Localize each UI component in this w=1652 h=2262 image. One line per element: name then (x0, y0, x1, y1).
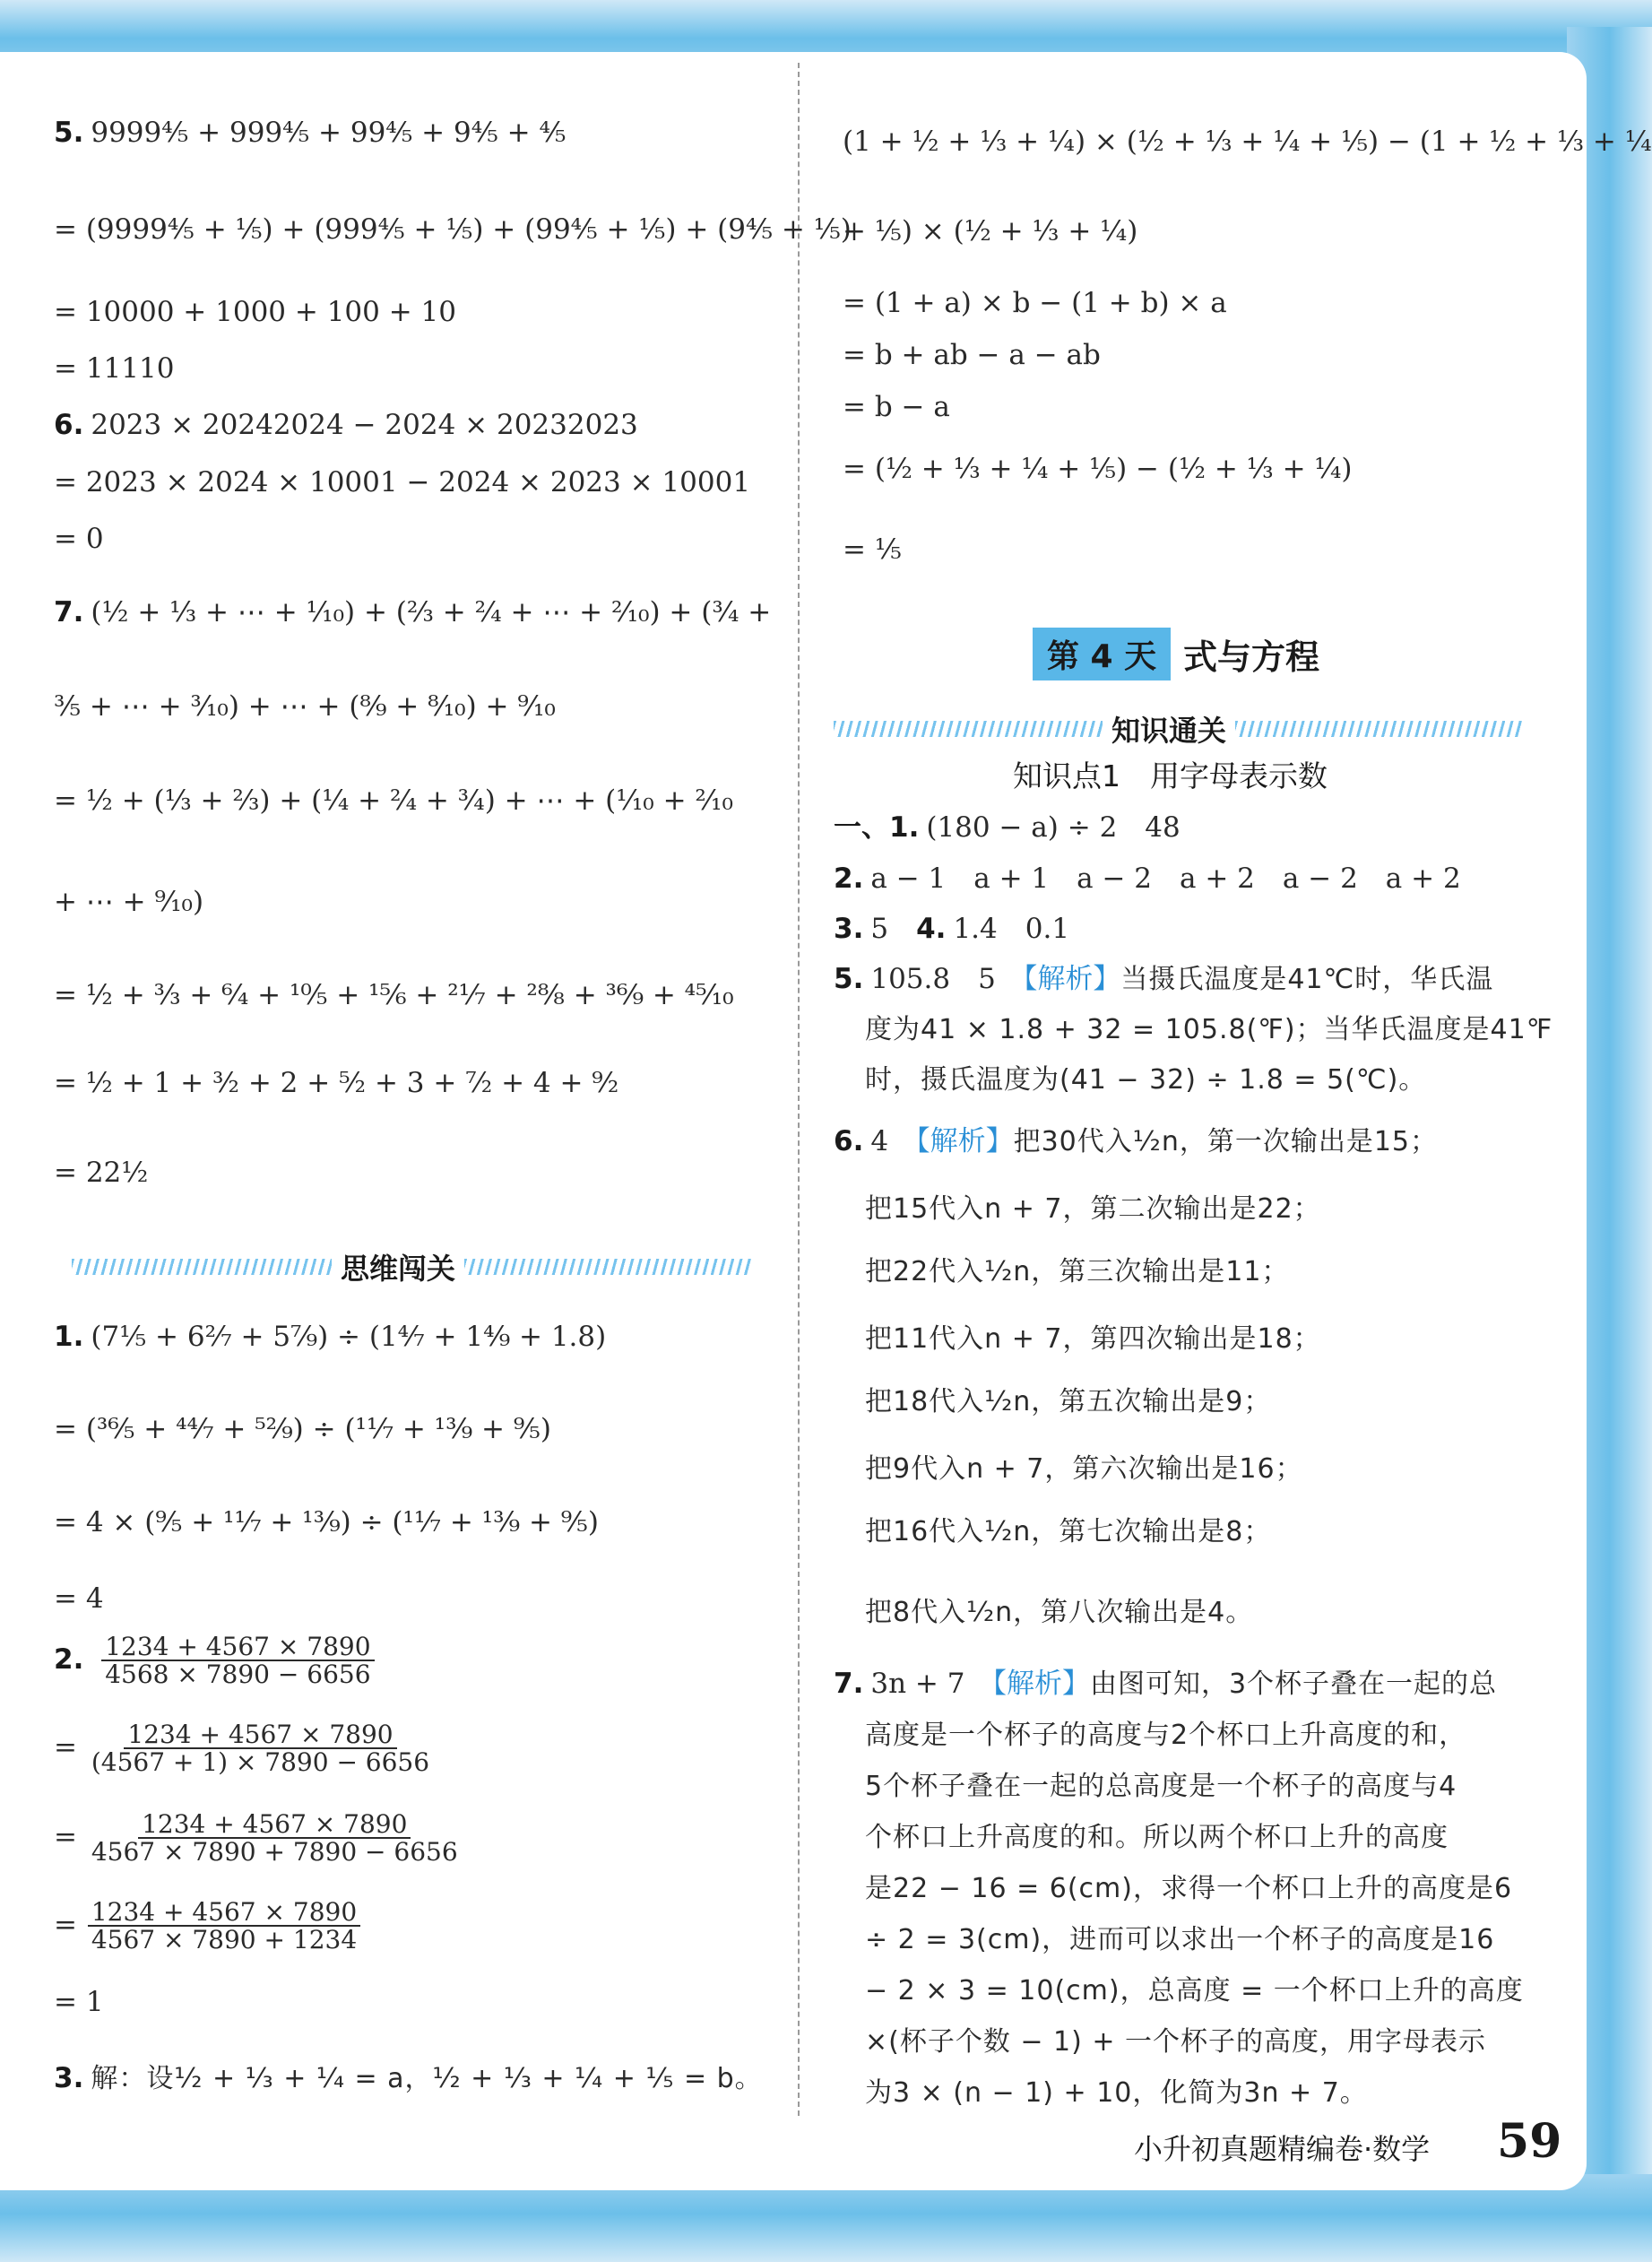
fraction: $\frac{1234 + 4567 \times 7890}{4567 \times 7890 + 7890 - 6656}$ (91, 1809, 458, 1868)
s2-line-4: = $\frac{1234 + 4567 \times 7890}{4567 \times 7890 + 1234}$ (54, 1899, 362, 1954)
a7-line-9: 为3 × (n − 1) + 10，化简为3n + 7。 (865, 2077, 1368, 2109)
q5-line-3: = 10000 + 1000 + 100 + 10 (54, 296, 457, 328)
knowledge-point-title: 知识点1 用字母表示数 (1013, 758, 1328, 793)
r-line-4: = b + ab − a − ab (843, 339, 1101, 371)
stripe-decoration (834, 721, 1103, 737)
stripe-decoration (72, 1259, 332, 1275)
s2-line-2: = $\frac{1234 + 4567 \times 7890}{(4567 + 1) \times 7890 - 6656}$ (54, 1721, 435, 1776)
q7-line-3: = ¹⁄₂ + (¹⁄₃ + ²⁄₃) + (¹⁄₄ + ²⁄₄ + ³⁄₄) + ⋯ + (¹⁄₁₀ + ²⁄₁₀ (54, 784, 733, 817)
q7-line-1: 7. (¹⁄₂ + ¹⁄₃ + ⋯ + ¹⁄₁₀) + (²⁄₃ + ²⁄₄ + ⋯ + ²⁄₁₀) + (³⁄₄ + (54, 596, 772, 628)
a6-line-2: 把15代入n + 7，第二次输出是22； (865, 1193, 1321, 1225)
section-header-knowledge: 知识通关 (834, 708, 1522, 750)
a7-line-6: ÷ 2 = 3(cm)，进而可以求出一个杯子的高度是16 (865, 1924, 1495, 1955)
a7-line-8: ×(杯子个数 − 1) + 一个杯子的高度，用字母表示 (865, 2026, 1487, 2058)
q7-line-7: = 22¹⁄₂ (54, 1157, 149, 1189)
q5-line-2: = (9999⁴⁄₅ + ¹⁄₅) + (999⁴⁄₅ + ¹⁄₅) + (99⁴⁄₅ + ¹⁄₅) + (9⁴⁄₅ + ¹⁄₅) (54, 213, 852, 246)
q7-line-2: ³⁄₅ + ⋯ + ³⁄₁₀) + ⋯ + (⁸⁄₉ + ⁸⁄₁₀) + ⁹⁄₁₀ (54, 690, 556, 723)
a1-line: 一、1. (180 − a) ÷ 2 48 (834, 811, 1181, 844)
a6-line-4: 把11代入n + 7，第四次输出是18； (865, 1323, 1321, 1355)
r-line-2: + ¹⁄₅) × (¹⁄₂ + ¹⁄₃ + ¹⁄₄) (843, 215, 1138, 247)
s1-line-2: = (³⁶⁄₅ + ⁴⁴⁄₇ + ⁵²⁄₉) ÷ (¹¹⁄₇ + ¹³⁄₉ + ⁹⁄₅) (54, 1413, 551, 1445)
s2-line-5: = 1 (54, 1986, 104, 2018)
a7-line-5: 是22 − 16 = 6(cm)，求得一个杯口上升的高度是6 (865, 1873, 1513, 1904)
s2-line-3: = $\frac{1234 + 4567 \times 7890}{4567 \times 7890 + 7890 - 6656}$ (54, 1811, 463, 1866)
a7-line-4: 个杯口上升高度的和。所以两个杯口上升的高度 (865, 1822, 1449, 1853)
section-header-thinking: 思维闯关 (72, 1246, 751, 1287)
r-line-6: = (¹⁄₂ + ¹⁄₃ + ¹⁄₄ + ¹⁄₅) − (¹⁄₂ + ¹⁄₃ + ¹⁄₄) (843, 453, 1353, 485)
q6-line-2: = 2023 × 2024 × 10001 − 2024 × 2023 × 10001 (54, 466, 751, 498)
r-line-3: = (1 + a) × b − (1 + b) × a (843, 287, 1227, 319)
footer-book-title: 小升初真题精编卷·数学 (1134, 2132, 1431, 2166)
r-line-1: (1 + ¹⁄₂ + ¹⁄₃ + ¹⁄₄) × (¹⁄₂ + ¹⁄₃ + ¹⁄₄ + ¹⁄₅) − (1 + ¹⁄₂ + ¹⁄₃ + ¹⁄₄ (843, 126, 1652, 158)
stripe-decoration (464, 1259, 751, 1275)
q7-line-6: = ¹⁄₂ + 1 + ³⁄₂ + 2 + ⁵⁄₂ + 3 + ⁷⁄₂ + 4 + ⁹⁄₂ (54, 1067, 619, 1099)
a7-line-1: 7. 3n + 7 【解析】由图可知，3个杯子叠在一起的总 (834, 1668, 1498, 1700)
a7-line-2: 高度是一个杯子的高度与2个杯口上升高度的和， (865, 1720, 1467, 1751)
a2-line: 2. a − 1 a + 1 a − 2 a + 2 a − 2 a + 2 (834, 862, 1461, 895)
q6-line-3: = 0 (54, 523, 104, 555)
q7-line-4: + ⋯ + ⁹⁄₁₀) (54, 886, 204, 918)
a5-line-2: 度为41 × 1.8 + 32 = 105.8(℉)；当华氏温度是41℉ (865, 1014, 1553, 1045)
s2-line-1: 2. $\frac{1234 + 4567 \times 7890}{4568 \times 7890 - 6656}$ (54, 1634, 376, 1688)
a6-line-1: 6. 4 【解析】把30代入¹⁄₂n，第一次输出是15； (834, 1125, 1439, 1157)
a6-line-6: 把9代入n + 7，第六次输出是16； (865, 1453, 1303, 1485)
a7-line-7: − 2 × 3 = 10(cm)，总高度 = 一个杯口上升的高度 (865, 1975, 1524, 2006)
a7-line-3: 5个杯子叠在一起的总高度是一个杯子的高度与4 (865, 1771, 1457, 1802)
q5-line-4: = 11110 (54, 352, 175, 385)
r-line-5: = b − a (843, 391, 950, 423)
page-number: 59 (1497, 2114, 1562, 2169)
fraction: $\frac{1234 + 4567 \times 7890}{(4567 + 1) \times 7890 - 6656}$ (91, 1720, 430, 1778)
fraction: $\frac{1234 + 4567 \times 7890}{4567 \times 7890 + 1234}$ (88, 1899, 360, 1954)
a6-line-8: 把8代入¹⁄₂n，第八次输出是4。 (865, 1597, 1254, 1628)
s1-line-1: 1. (7¹⁄₅ + 6²⁄₇ + 5⁷⁄₉) ÷ (1⁴⁄₇ + 1⁴⁄₉ + 1.8) (54, 1321, 607, 1353)
a3-line: 3. 5 4. 1.4 0.1 (834, 913, 1070, 945)
s1-line-3: = 4 × (⁹⁄₅ + ¹¹⁄₇ + ¹³⁄₉) ÷ (¹¹⁄₇ + ¹³⁄₉ + ⁹⁄₅) (54, 1506, 599, 1538)
column-divider (798, 63, 800, 2116)
a6-line-7: 把16代入¹⁄₂n，第七次输出是8； (865, 1516, 1272, 1547)
q6-line-1: 6. 2023 × 20242024 − 2024 × 20232023 (54, 409, 638, 441)
fraction: $\frac{1234 + 4567 \times 7890}{4568 \times 7890 - 6656}$ (101, 1634, 374, 1688)
a5-line-1: 5. 105.8 5 【解析】当摄氏温度是41℃时，华氏温 (834, 963, 1494, 995)
r-line-7: = ¹⁄₅ (843, 533, 902, 566)
stripe-decoration (1235, 721, 1522, 737)
q5-line-1: 5. 9999⁴⁄₅ + 999⁴⁄₅ + 99⁴⁄₅ + 9⁴⁄₅ + ⁴⁄₅ (54, 117, 567, 149)
day-title: 式与方程 (1183, 637, 1320, 677)
a6-line-5: 把18代入¹⁄₂n，第五次输出是9； (865, 1386, 1272, 1417)
q7-line-5: = ¹⁄₂ + ³⁄₃ + ⁶⁄₄ + ¹⁰⁄₅ + ¹⁵⁄₆ + ²¹⁄₇ + ²⁸⁄₈ + ³⁶⁄₉ + ⁴⁵⁄₁₀ (54, 979, 734, 1011)
a6-line-3: 把22代入¹⁄₂n，第三次输出是11； (865, 1256, 1290, 1287)
day-badge: 第 4 天 (1033, 628, 1171, 680)
s3-line-1: 3. 解：设¹⁄₂ + ¹⁄₃ + ¹⁄₄ = a，¹⁄₂ + ¹⁄₃ + ¹⁄₄ + ¹⁄₅ = b。 (54, 2062, 763, 2094)
s1-line-4: = 4 (54, 1582, 104, 1615)
a5-line-3: 时，摄氏温度为(41 − 32) ÷ 1.8 = 5(℃)。 (865, 1064, 1427, 1096)
page-paper (0, 52, 1587, 2190)
